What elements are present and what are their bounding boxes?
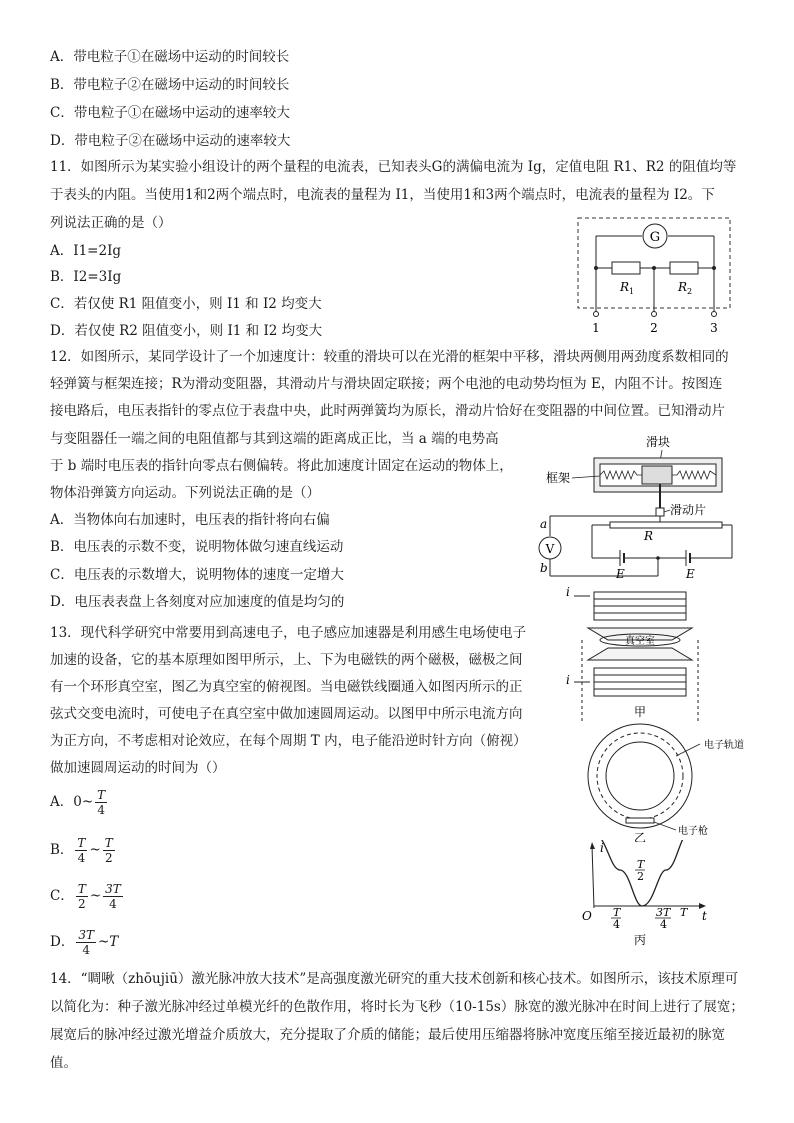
q11-circuit-figure bbox=[576, 216, 736, 340]
q13-figure-bing bbox=[576, 840, 714, 950]
q12-stem-line5: 于 b 端时电压表的指针向零点右侧偏转。将此加速度计固定在运动的物体上， bbox=[50, 458, 513, 474]
q11-stem-line3: 列说法正确的是（） bbox=[50, 215, 172, 231]
q11-option-d: D．若仅使 R2 阻值变小，则 I1 和 I2 均变大 bbox=[50, 323, 323, 339]
rheostat-r bbox=[610, 522, 722, 528]
q12-option-c: C．电压表的示数增大，说明物体的速度一定增大 bbox=[50, 567, 344, 583]
q10-option-a: A．带电粒子①在磁场中运动的时间较长 bbox=[50, 49, 290, 65]
svg-text:甲: 甲 bbox=[633, 705, 647, 719]
svg-text:i: i bbox=[600, 841, 604, 855]
lower-pole bbox=[588, 648, 692, 660]
svg-text:R: R bbox=[620, 280, 630, 294]
svg-text:i: i bbox=[566, 585, 570, 599]
q13-stem-line1: 13．现代科学研究中常要用到高速电子，电子感应加速器是利用感生电场使电子 bbox=[50, 625, 527, 641]
q14-stem-line2: 以简化为：种子激光脉冲经过单模光纤的色散作用，将时长为飞秒（10-15s）脉宽的激光脉冲在时间上进行了展宽； bbox=[50, 999, 744, 1015]
svg-text:框架: 框架 bbox=[546, 471, 571, 485]
resistor-r1 bbox=[612, 262, 640, 274]
svg-text:3T: 3T bbox=[656, 906, 671, 919]
q11-stem-line1: 11．如图所示为某实验小组设计的两个量程的电流表，已知表头G的满偏电流为 Ig，定值电阻 R1、R2 的阻值均等 bbox=[50, 159, 737, 175]
q14-stem-line1: 14．“啁啾（zhōujiū）激光脉冲放大技术”是高强度激光研究的重大技术创新和核心技术。如图所示，该技术原理可 bbox=[50, 971, 739, 987]
q11-option-b: B．I2=3Ig bbox=[50, 269, 122, 285]
svg-text:E: E bbox=[616, 567, 625, 581]
svg-text:3: 3 bbox=[710, 321, 718, 335]
q10-option-b: B．带电粒子②在磁场中运动的时间较长 bbox=[50, 77, 290, 93]
electron-orbit bbox=[597, 733, 683, 819]
q14-stem-line3: 展宽后的脉冲经过激光增益介质放大，充分提取了介质的储能；最后使用压缩器将脉冲宽度压缩至接近最初的脉宽 bbox=[50, 1027, 725, 1043]
terminal-2 bbox=[652, 312, 657, 317]
svg-text:4: 4 bbox=[660, 918, 667, 931]
q13-option-d: D． $\frac{3T}{4}$ ~T bbox=[50, 928, 119, 957]
q13-stem-line4: 弦式交变电流时，可使电子在真空室中做加速圆周运动。以图甲中所示电流方向 bbox=[50, 706, 523, 722]
q10-option-c: C．带电粒子①在磁场中运动的速率较大 bbox=[50, 105, 290, 121]
svg-text:i: i bbox=[566, 673, 570, 687]
svg-text:E: E bbox=[686, 567, 695, 581]
q13-figure-yi bbox=[580, 722, 760, 842]
svg-text:2: 2 bbox=[650, 321, 658, 335]
q13-stem-line2: 加速的设备，它的基本原理如图甲所示，上、下为电磁铁的两个磁极，磁极之间 bbox=[50, 652, 523, 668]
electron-gun bbox=[626, 818, 654, 823]
q11-stem-line2: 于表头的内阻。当使用1和2两个端点时，电流表的量程为 I1，当使用1和3两个端点时，电流表的量程为 I2。下 bbox=[50, 187, 715, 203]
terminal-1 bbox=[594, 312, 599, 317]
q11-option-c: C．若仅使 R1 阻值变小，则 I1 和 I2 均变大 bbox=[50, 296, 322, 312]
q13-option-c: C． $\frac{T}{2}$ ~ $\frac{3T}{4}$ bbox=[50, 882, 121, 911]
svg-text:真空室: 真空室 bbox=[625, 636, 655, 647]
q12-stem-line6: 物体沿弹簧方向运动。下列说法正确的是（） bbox=[50, 485, 320, 501]
svg-text:2: 2 bbox=[687, 287, 693, 296]
svg-text:电子轨道: 电子轨道 bbox=[704, 740, 744, 751]
svg-text:1: 1 bbox=[592, 321, 600, 335]
svg-text:a: a bbox=[540, 517, 548, 531]
svg-text:G: G bbox=[649, 230, 661, 245]
q13-figure-jia bbox=[560, 584, 720, 724]
q12-option-b: B．电压表的示数不变，说明物体做匀速直线运动 bbox=[50, 539, 344, 555]
svg-text:b: b bbox=[540, 561, 548, 575]
resistor-r2 bbox=[670, 262, 698, 274]
svg-text:滑块: 滑块 bbox=[646, 435, 671, 449]
svg-text:O: O bbox=[582, 909, 592, 923]
q13-stem-line5: 为正方向，不考虑相对论效应，在每个周期 T 内，电子能沿逆时针方向（俯视） bbox=[50, 733, 527, 749]
q13-option-a: A．0~ $\frac{T}{4}$ bbox=[50, 788, 106, 817]
svg-text:乙: 乙 bbox=[634, 831, 647, 842]
svg-text:R: R bbox=[644, 529, 654, 543]
q13-stem-line6: 做加速圆周运动的时间为（） bbox=[50, 760, 226, 776]
q12-stem-line3: 接电路后，电压表指针的零点位于表盘中央，此时两弹簧均为原长，滑动片恰好在变阻器的中间位置。已知滑动片 bbox=[50, 403, 725, 419]
q12-option-a: A．当物体向右加速时，电压表的指针将向右偏 bbox=[50, 512, 330, 528]
q12-accelerometer-figure bbox=[536, 432, 742, 582]
svg-text:T: T bbox=[637, 858, 645, 871]
q14-stem-line4: 值。 bbox=[50, 1055, 77, 1071]
q12-stem-line4: 与变阻器任一端之间的电阻值都与其到这端的距离成正比，当 a 端的电势高 bbox=[50, 431, 499, 447]
q12-stem-line1: 12．如图所示，某同学设计了一个加速度计：较重的滑块可以在光滑的框架中平移，滑块两侧用两劲度系数相同的 bbox=[50, 349, 729, 365]
q10-option-d: D．带电粒子②在磁场中运动的速率较大 bbox=[50, 133, 291, 149]
svg-text:4: 4 bbox=[613, 918, 620, 931]
svg-text:V: V bbox=[545, 542, 555, 556]
svg-text:电子枪: 电子枪 bbox=[678, 826, 708, 837]
svg-text:R: R bbox=[678, 280, 688, 294]
q13-stem-line3: 有一个环形真空室，图乙为真空室的俯视图。当电磁铁线圈通入如图丙所示的正 bbox=[50, 679, 523, 695]
terminal-3 bbox=[712, 312, 717, 317]
slider-block bbox=[642, 466, 672, 484]
svg-text:丙: 丙 bbox=[634, 933, 647, 947]
q13-option-b: B． $\frac{T}{4}$ ~ $\frac{T}{2}$ bbox=[50, 836, 113, 865]
svg-text:T: T bbox=[680, 906, 688, 919]
q11-option-a: A．I1=2Ig bbox=[50, 243, 122, 259]
q12-option-d: D．电压表表盘上各刻度对应加速度的值是均匀的 bbox=[50, 594, 345, 610]
svg-text:滑动片: 滑动片 bbox=[670, 503, 707, 517]
svg-text:t: t bbox=[702, 909, 707, 923]
svg-text:1: 1 bbox=[629, 287, 635, 296]
svg-text:2: 2 bbox=[637, 870, 644, 883]
q12-stem-line2: 轻弹簧与框架连接；R为滑动变阻器，其滑动片与滑块固定联接；两个电池的电动势均恒为 E，内阻不计。按图连 bbox=[50, 376, 723, 392]
svg-text:T: T bbox=[613, 906, 621, 919]
